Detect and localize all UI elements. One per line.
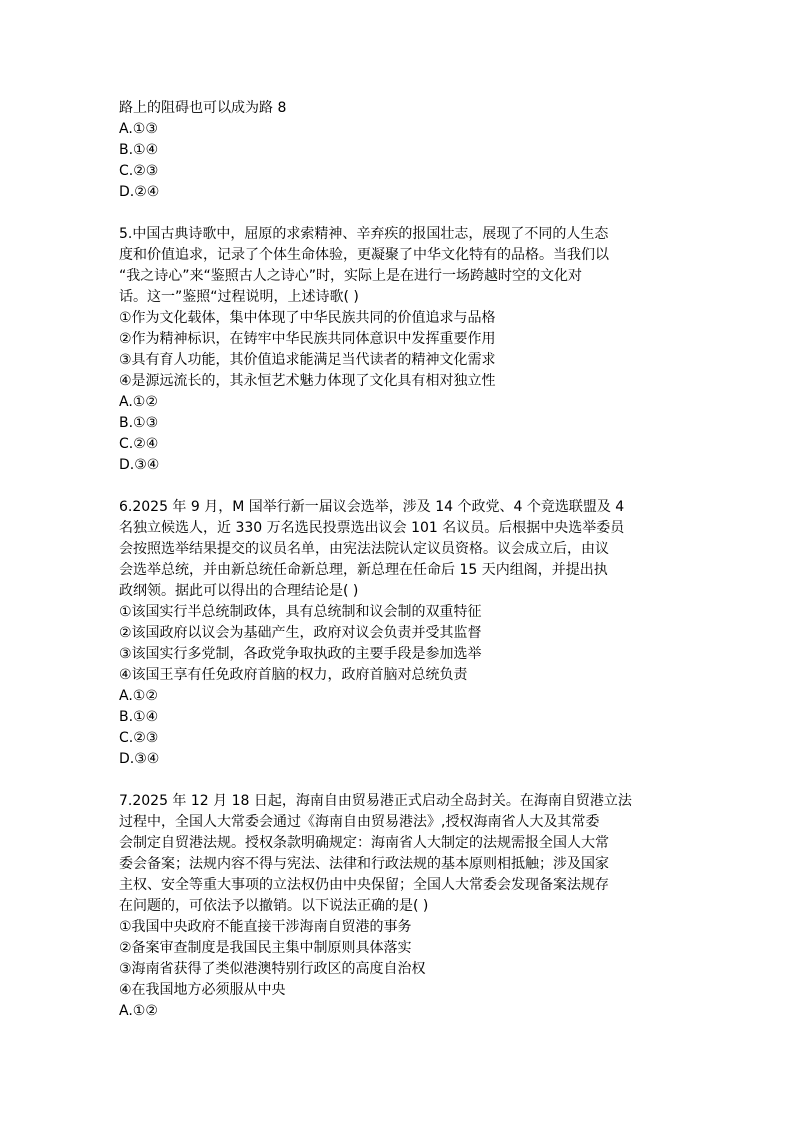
- spacer: [119, 770, 679, 791]
- question-stem-line: 度和价值追求，记录了个体生命体验，更凝聚了中华文化特有的品格。当我们以: [119, 247, 609, 263]
- question-stem-line: 5.中国古典诗歌中，屈原的求索精神、辛弃疾的报国壮志，展现了不同的人生态: [119, 226, 609, 242]
- statement-4: ④是源远流长的，其永恒艺术魅力体现了文化具有相对独立性: [119, 373, 496, 389]
- option-b: B.①④: [119, 709, 159, 725]
- question-stem-line: 会按照选举结果提交的议员名单，由宪法法院认定议员资格。议会成立后，由议: [119, 541, 609, 557]
- option-a: A.①②: [119, 394, 158, 410]
- question-5: [119, 224, 679, 476]
- exam-page: [119, 98, 679, 1022]
- statement-2: ②备案审查制度是我国民主集中制原则具体落实: [119, 940, 412, 956]
- option-d: D.②④: [119, 184, 160, 200]
- question-stem-line: 主权、安全等重大事项的立法权仍由中央保留；全国人大常委会发现备案法规存: [119, 877, 609, 893]
- question-stem-line: 名独立候选人，近 330 万名选民投票选出议会 101 名议员。后根据中央选举委员: [119, 520, 625, 536]
- question-stem-end: 路上的阻碍也可以成为路 8: [119, 100, 287, 116]
- question-6: [119, 497, 679, 770]
- statement-1: ①作为文化载体，集中体现了中华民族共同的价值追求与品格: [119, 310, 496, 326]
- question-stem-line: 委会备案；法规内容不得与宪法、法律和行政法规的基本原则相抵触；涉及国家: [119, 856, 609, 872]
- spacer: [119, 203, 679, 224]
- question-stem-line: 6.2025 年 9 月，M 国举行新一届议会选举，涉及 14 个政党、4 个竞选联盟及 4: [119, 499, 625, 515]
- question-4-tail: [119, 98, 679, 203]
- option-a: A.①②: [119, 688, 158, 704]
- option-d: D.③④: [119, 457, 160, 473]
- question-stem-line: 会制定自贸港法规。授权条款明确规定：海南省人大制定的法规需报全国人大常: [119, 835, 609, 851]
- option-b: B.①③: [119, 415, 159, 431]
- option-b: B.①④: [119, 142, 159, 158]
- option-a: A.①②: [119, 1003, 158, 1019]
- question-stem-line: 过程中，全国人大常委会通过《海南自由贸易港法》,授权海南省人大及其常委: [119, 814, 600, 830]
- statement-1: ①我国中央政府不能直接干涉海南自贸港的事务: [119, 919, 412, 935]
- statement-2: ②该国政府以议会为基础产生，政府对议会负责并受其监督: [119, 625, 482, 641]
- question-stem-line: 在问题的，可依法予以撤销。以下说法正确的是( ): [119, 898, 429, 914]
- question-stem-line: 7.2025 年 12 月 18 日起，海南自由贸易港正式启动全岛封关。在海南自贸港立法: [119, 793, 632, 809]
- statement-3: ③海南省获得了类似港澳特别行政区的高度自治权: [119, 961, 426, 977]
- statement-4: ④该国王享有任免政府首脑的权力，政府首脑对总统负责: [119, 667, 468, 683]
- option-a: A.①③: [119, 121, 158, 137]
- statement-4: ④在我国地方必须服从中央: [119, 982, 286, 998]
- option-c: C.②③: [119, 730, 159, 746]
- option-d: D.③④: [119, 751, 160, 767]
- statement-3: ③该国实行多党制，各政党争取执政的主要手段是参加选举: [119, 646, 482, 662]
- question-stem-line: 话。这一”鉴照“过程说明，上述诗歌( ): [119, 289, 359, 305]
- question-stem-line: 会选举总统，并由新总统任命新总理，新总理在任命后 15 天内组阁，并提出执: [119, 562, 608, 578]
- question-stem-line: 政纲领。据此可以得出的合理结论是( ): [119, 583, 359, 599]
- option-c: C.②④: [119, 436, 159, 452]
- question-7: [119, 791, 679, 1022]
- statement-1: ①该国实行半总统制政体，具有总统制和议会制的双重特征: [119, 604, 482, 620]
- option-c: C.②③: [119, 163, 159, 179]
- spacer: [119, 476, 679, 497]
- statement-3: ③具有育人功能，其价值追求能满足当代读者的精神文化需求: [119, 352, 496, 368]
- question-stem-line: “我之诗心”来“鉴照古人之诗心”时，实际上是在进行一场跨越时空的文化对: [119, 268, 583, 284]
- statement-2: ②作为精神标识，在铸牢中华民族共同体意识中发挥重要作用: [119, 331, 496, 347]
